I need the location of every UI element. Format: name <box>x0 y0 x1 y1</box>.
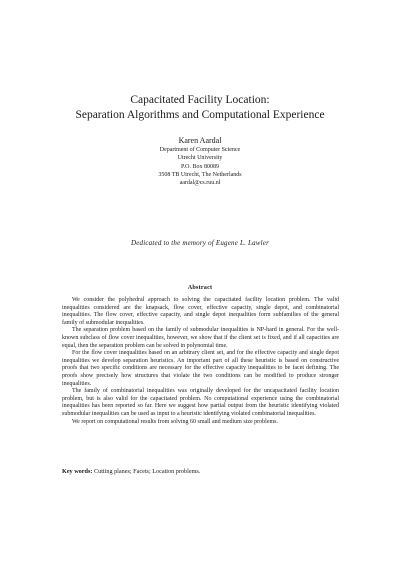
abstract-body <box>62 297 339 426</box>
abstract-paragraph: We consider the polyhedral approach to solving the capacitated facility location problem. The valid inequalities considered are the knapsack, flow cover, effective capacity, single depot, and combinatorial inequalities. The flow cover, effective capacity, and single depot inequalities form subfamilies of the general family of submodular inequalities. <box>62 297 339 326</box>
paper-title <box>0 93 400 123</box>
abstract-paragraph: The separation problem based on the family of submodular inequalities is NP-hard in general. For the well-known subclass of flow cover inequalities, however, we show that if the client set is fixed, and if all capacities are equal, then the separation problem can be solved in polynomial time. <box>62 327 339 349</box>
title-line-1: Capacitated Facility Location: <box>130 94 270 106</box>
abstract-paragraph: The family of combinatorial inequalities was originally developed for the uncapacitated facility location problem, but is also valid for the capacitated problem. No computational experience using the combinatorial inequalities has been reported so far. Here we suggest how partial output from the heuristic identifying violated submodular inequalities can be used as input to a heuristic identifying violated combinatorial inequalities. <box>62 388 339 417</box>
keywords-text: Cutting planes; Facets; Location problems. <box>93 468 201 475</box>
title-line-2: Separation Algorithms and Computational Experience <box>75 109 325 121</box>
keywords <box>62 468 339 476</box>
author-affiliation <box>0 146 400 187</box>
author-pobox: P.O. Box 80089 <box>180 163 219 170</box>
author-city: 3508 TB Utrecht, The Netherlands <box>158 171 242 178</box>
author-email: aardal@cs.ruu.nl <box>179 180 221 187</box>
keywords-label: Key words: <box>62 468 93 475</box>
abstract-paragraph: For the flow cover inequalities based on an arbitrary client set, and for the effective capacity and single depot inequalities we develop separation heuristics. An important part of all these heuristic is based on constructive proofs that two specific conditions are necessary for the effective capacity inequalities to be facet defining. The proofs show precisely how structures that violate the two conditions can be modified to produce stronger inequalities. <box>62 350 339 387</box>
abstract-heading: Abstract <box>187 284 213 291</box>
author-block <box>0 135 400 187</box>
abstract-paragraph: We report on computational results from solving 60 small and medium size problems. <box>72 418 278 425</box>
dedication: Dedicated to the memory of Eugene L. Lawler <box>130 239 270 247</box>
author-university: Utrecht University <box>177 155 223 162</box>
author-name: Karen Aardal <box>178 136 222 145</box>
author-department: Department of Computer Science <box>159 147 241 153</box>
